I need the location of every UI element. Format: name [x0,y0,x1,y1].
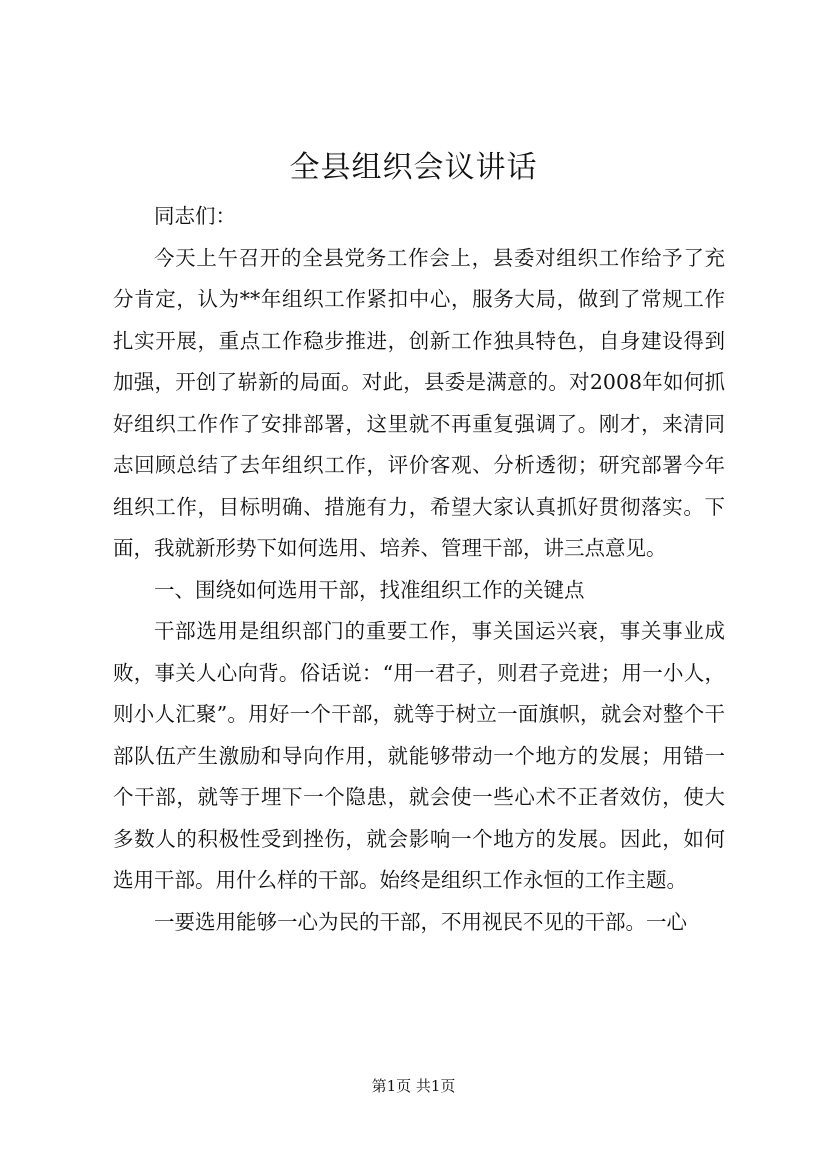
page-footer: 第1页 共1页 [371,1077,456,1095]
paragraph-intro: 今天上午召开的全县党务工作会上，县委对组织工作给予了充分肯定，认为**年组织工作紧扣中心，服务大局，做到了常规工作扎实开展，重点工作稳步推进，创新工作独具特色，自身建设得到加强，开创了崭新的局面。对此，县委是满意的。对2008年如何抓好组织工作作了安排部署，这里就不再重复强调了。刚才，来清同志回顾总结了去年组织工作，评价客观、分析透彻；研究部署今年组织工作，目标明确、措施有力，希望大家认真抓好贯彻落实。下面，我就新形势下如何选用、培养、管理干部，讲三点意见。 [113,245,725,560]
paragraph-salutation: 同志们： [154,204,236,228]
document-body [113,196,725,943]
document-title: 全县组织会议讲话 [289,150,538,185]
paragraph-cadre-selection: 干部选用是组织部门的重要工作，事关国运兴衰，事关事业成败，事关人心向背。俗话说：“用一君子，则君子竞进；用一小人，则小人汇聚”。用好一个干部，就等于树立一面旗帜，就会对整个干部队伍产生激励和导向作用，就能够带动一个地方的发展；用错一个干部，就等于埋下一个隐患，就会使一些心术不正者效仿，使大多数人的积极性受到挫伤，就会影响一个地方的发展。因此，如何选用干部。用什么样的干部。始终是组织工作永恒的工作主题。 [113,619,725,892]
section-heading-1: 一、围绕如何选用干部，找准组织工作的关键点 [154,577,585,602]
paragraph-point-one: 一要选用能够一心为民的干部，不用视民不见的干部。一心 [154,909,687,934]
